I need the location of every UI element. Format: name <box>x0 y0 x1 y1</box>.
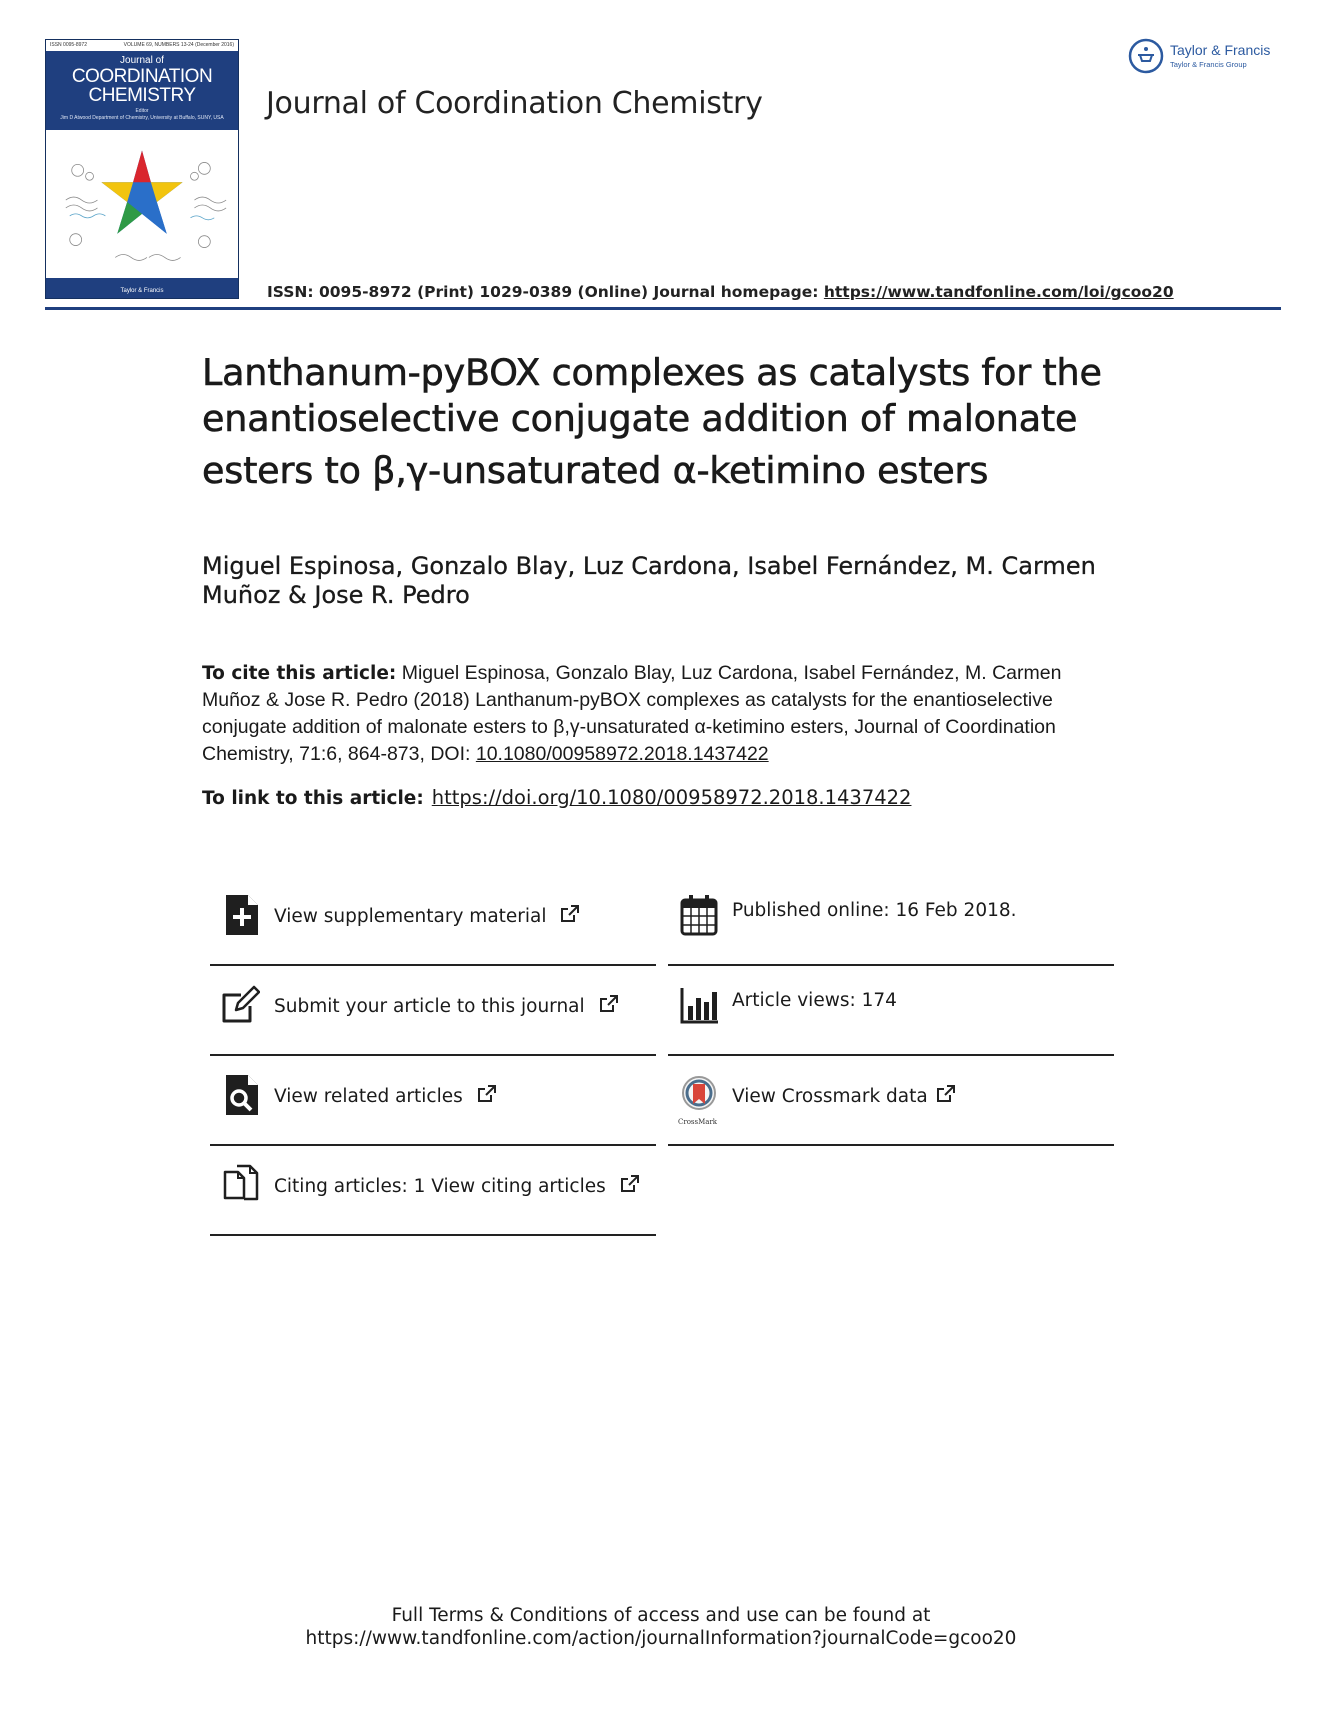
citing-articles-link[interactable] <box>210 1148 656 1236</box>
cover-editor <box>46 108 238 122</box>
bar-chart-icon <box>680 984 718 1026</box>
crossmark-label: View Crossmark data <box>732 1086 928 1107</box>
related-articles-link[interactable] <box>210 1058 656 1146</box>
cite-line-2: Muñoz & Jose R. Pedro (2018) Lanthanum-pyBOX complexes as catalysts for the enantioselective <box>202 689 1053 711</box>
cover-star-artwork <box>46 130 238 278</box>
external-link-icon <box>599 994 619 1014</box>
crossmark-icon <box>680 1074 718 1116</box>
crossmark-link[interactable] <box>668 1058 1114 1146</box>
external-link-icon <box>620 1174 640 1194</box>
article-link-line <box>202 786 911 809</box>
citing-text <box>274 1174 640 1197</box>
supplementary-text <box>274 904 580 927</box>
documents-icon <box>222 1164 260 1206</box>
cover-name-line1: COORDINATION <box>71 66 213 87</box>
file-search-icon <box>222 1074 260 1116</box>
cite-line-1: Miguel Espinosa, Gonzalo Blay, Luz Cardona, Isabel Fernández, M. Carmen <box>396 662 1062 684</box>
published-online-text: Published online: 16 Feb 2018. <box>732 900 1017 921</box>
external-link-icon <box>477 1084 497 1104</box>
calendar-icon <box>680 894 718 936</box>
external-link-icon <box>936 1084 956 1104</box>
taylor-francis-icon <box>1128 38 1164 74</box>
issn-text: ISSN: 0095-8972 (Print) 1029-0389 (Online) Journal homepage: <box>267 283 824 301</box>
cite-line-3: conjugate addition of malonate esters to β,γ-unsaturated α-ketimino esters, Journal of Coordination <box>202 716 1056 738</box>
file-plus-icon <box>222 894 260 936</box>
citation-block <box>202 660 1122 768</box>
supplementary-material-link[interactable] <box>210 878 656 966</box>
cover-issn: ISSN 0095-8972 <box>50 42 87 48</box>
authors <box>202 552 1162 610</box>
logo-group-text: Taylor & Francis Group <box>1170 60 1247 69</box>
cite-label: To cite this article: <box>202 663 397 684</box>
cover-publisher: Taylor & Francis <box>120 288 164 294</box>
journal-cover <box>45 39 239 299</box>
crossmark-text <box>732 1084 956 1107</box>
cover-name-line2: CHEMISTRY <box>88 85 196 106</box>
crossmark-caption: CrossMark <box>678 1118 718 1126</box>
citing-label: Citing articles: 1 View citing articles <box>274 1176 606 1197</box>
journal-title[interactable]: Journal of Coordination Chemistry <box>266 86 763 121</box>
link-label: To link to this article: <box>202 788 424 809</box>
edit-icon <box>222 984 260 1026</box>
related-label: View related articles <box>274 1086 463 1107</box>
cite-line-4: Chemistry, 71:6, 864-873, DOI: <box>202 743 476 765</box>
cover-volume: VOLUME 69, NUMBERS 13-24 (December 2016) <box>123 42 234 48</box>
issn-line <box>267 283 1174 301</box>
doi-link[interactable]: 10.1080/00958972.2018.1437422 <box>475 743 769 765</box>
cover-topline <box>46 40 238 51</box>
external-link-icon <box>560 904 580 924</box>
related-text <box>274 1084 497 1107</box>
article-views-text: Article views: 174 <box>732 990 897 1011</box>
article-doi-url[interactable]: https://doi.org/10.1080/00958972.2018.1437422 <box>431 786 912 809</box>
supplementary-label: View supplementary material <box>274 906 547 927</box>
cover-editor-name: Jim D Atwood Department of Chemistry, University at Buffalo, SUNY, USA <box>60 115 224 121</box>
submit-text <box>274 994 619 1017</box>
logo-brand-text: Taylor & Francis <box>1170 42 1271 58</box>
submit-label: Submit your article to this journal <box>274 996 585 1017</box>
cover-journal-name <box>46 67 238 105</box>
footer-terms-url[interactable]: https://www.tandfonline.com/action/journalInformation?journalCode=gcoo20 <box>305 1628 1017 1649</box>
header-divider <box>45 307 1281 310</box>
title-line-3: esters to β,γ-unsaturated α-ketimino esters <box>202 449 989 492</box>
title-line-2: enantioselective conjugate addition of malonate <box>202 397 1078 440</box>
footer <box>0 1604 1322 1650</box>
title-line-1: Lanthanum-pyBOX complexes as catalysts for the <box>202 351 1102 394</box>
footer-terms: Full Terms & Conditions of access and use can be found at <box>391 1605 931 1626</box>
published-online <box>668 878 1114 966</box>
cover-editor-label: Editor <box>135 108 149 114</box>
article-views <box>668 968 1114 1056</box>
article-title <box>202 350 1162 494</box>
taylor-francis-logo[interactable] <box>1128 38 1288 78</box>
submit-article-link[interactable] <box>210 968 656 1056</box>
authors-line-2: Muñoz & Jose R. Pedro <box>202 581 470 609</box>
cover-journal-of: Journal of <box>120 55 164 66</box>
authors-line-1: Miguel Espinosa, Gonzalo Blay, Luz Cardona, Isabel Fernández, M. Carmen <box>202 552 1096 580</box>
journal-homepage-link[interactable]: https://www.tandfonline.com/loi/gcoo20 <box>823 283 1174 301</box>
